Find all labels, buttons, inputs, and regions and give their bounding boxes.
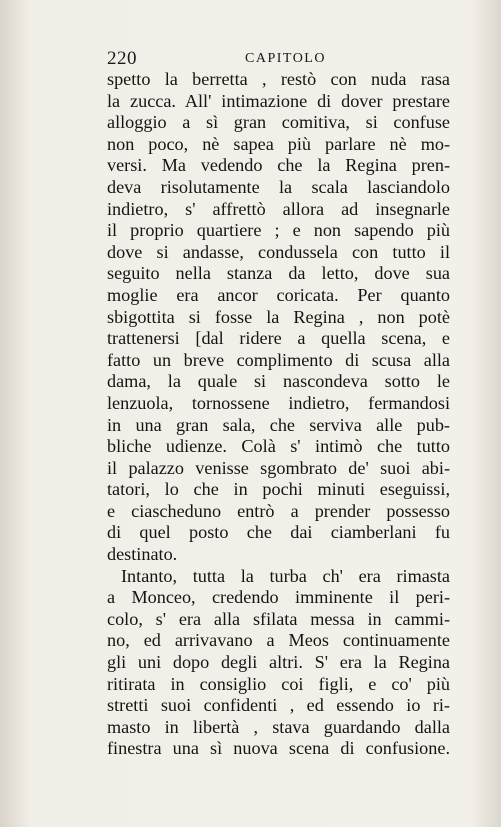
page-number: 220	[107, 48, 137, 69]
text-line: deva risolutamente la scala lasciandolo	[107, 176, 450, 197]
text-line: finestra una sì nuova scena di confusione.	[107, 738, 450, 759]
text-line: trattenersi [dal ridere a quella scena, e	[107, 328, 450, 349]
text-line: lenzuola, tornossene indietro, fermandosi	[107, 392, 450, 413]
paragraph-end-line: destinato.	[107, 544, 178, 565]
text-line: tatori, lo che in pochi minuti eseguissi,	[107, 479, 450, 500]
text-line: versi. Ma vedendo che la Regina pren-	[107, 155, 450, 176]
text-line: il proprio quartiere ; e non sapendo più	[107, 220, 450, 241]
running-head: CAPITOLO	[245, 51, 326, 66]
text-line: gli uni dopo degli altri. S' era la Regina	[107, 652, 450, 673]
text-line: e ciascheduno entrò a prender possesso	[107, 500, 450, 521]
text-line: masto in libertà , stava guardando dalla	[107, 716, 450, 737]
text-line: sbigottita si fosse la Regina , non potè	[107, 306, 450, 327]
text-line: la zucca. All' intimazione di dover prestare	[107, 90, 450, 111]
text-line: in una gran sala, che serviva alle pub-	[107, 414, 450, 435]
page-header	[107, 48, 467, 70]
paragraph-start-line: Intanto, tutta la turba ch' era rimasta	[121, 565, 450, 586]
text-line: bliche udienze. Colà s' intimò che tutto	[107, 436, 450, 457]
text-line: dama, la quale si nascondeva sotto le	[107, 371, 450, 392]
text-line: indietro, s' affrettò allora ad insegnarle	[107, 198, 450, 219]
text-line: fatto un breve complimento di scusa alla	[107, 349, 450, 370]
text-line: il palazzo venisse sgombrato de' suoi abi-	[107, 457, 450, 478]
text-line: moglie era ancor coricata. Per quanto	[107, 284, 450, 305]
text-line: dove si andasse, condussela con tutto il	[107, 241, 450, 262]
text-line: ritirata in consiglio coi figli, e co' più	[107, 673, 450, 694]
text-line: spetto la berretta , restò con nuda rasa	[107, 69, 450, 89]
text-line: stretti suoi confidenti , ed essendo io ri-	[107, 695, 450, 716]
text-line: seguito nella stanza da letto, dove sua	[107, 263, 450, 284]
text-line: non poco, nè sapea più parlare nè mo-	[107, 133, 450, 154]
text-line: no, ed arrivavano a Meos continuamente	[107, 630, 450, 651]
text-line: a Monceo, credendo imminente il peri-	[107, 587, 450, 608]
text-line: alloggio a sì gran comitiva, si confuse	[107, 112, 450, 133]
body-text	[107, 69, 450, 760]
text-line: di quel posto che dai ciamberlani fu	[107, 522, 450, 543]
text-line: colo, s' era alla sfilata messa in cammi-	[107, 608, 450, 629]
